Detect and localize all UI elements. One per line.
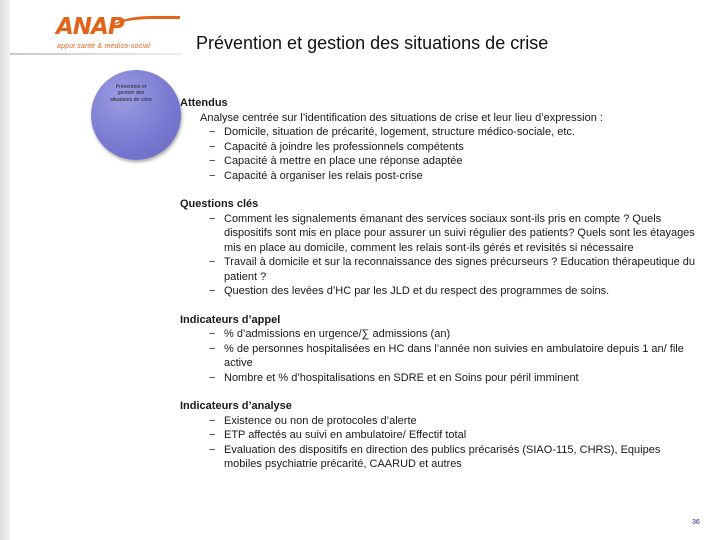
sidebar bbox=[0, 0, 182, 540]
logo-tagline: appui santé & médico-social bbox=[57, 43, 150, 50]
dash-bullet-icon: − bbox=[209, 256, 216, 268]
dash-bullet-icon: − bbox=[209, 443, 216, 456]
list-item-text: Nombre et % d’hospitalisations en SDRE et en Soins pour péril imminent bbox=[224, 371, 579, 384]
page-number: 36 bbox=[692, 519, 700, 526]
list-item bbox=[180, 342, 700, 371]
list-item-text: ETP affectés au suivi en ambulatoire/ Effectif total bbox=[224, 429, 467, 441]
dash-bullet-icon: − bbox=[209, 328, 216, 340]
list-item bbox=[180, 428, 700, 443]
list-item bbox=[180, 212, 700, 256]
list-item bbox=[180, 255, 700, 284]
section-heading: Indicateurs d’appel bbox=[180, 313, 281, 326]
dash-bullet-icon: − bbox=[209, 126, 216, 138]
section-indicateurs-appel bbox=[180, 313, 700, 386]
list-item-text: Comment les signalements émanant des services sociaux sont-ils pris en compte ? Quels dispositifs sont mis en place pour assurer un suivi régulier des patients? Quels sont les étayages mis en place au domicile, comment les relais sont-ils gérés et revisités si nécessaire bbox=[224, 212, 695, 254]
anap-logo: ANAP bbox=[56, 14, 124, 40]
dash-bullet-icon: − bbox=[209, 414, 216, 427]
dash-bullet-icon: − bbox=[209, 371, 216, 384]
list-item bbox=[180, 125, 700, 140]
logo-swoosh-icon bbox=[110, 16, 180, 39]
dash-bullet-icon: − bbox=[209, 342, 216, 355]
list-item bbox=[180, 327, 700, 342]
list-item-text: % de personnes hospitalisées en HC dans l’année non suivies en ambulatoire depuis 1 an/ file active bbox=[224, 342, 684, 369]
list-item-text: Domicile, situation de précarité, logement, structure médico-sociale, etc. bbox=[224, 126, 575, 138]
slide-title: Prévention et gestion des situations de crise bbox=[196, 33, 549, 53]
list-item-text: Evaluation des dispositifs en direction des publics précarisés (SIAO-115, CHRS), Equipes mobiles psychiatrie précarité, CAARUD et autres bbox=[224, 443, 661, 470]
logo-divider bbox=[10, 53, 182, 55]
dash-bullet-icon: − bbox=[209, 285, 216, 297]
bullet-list bbox=[180, 327, 700, 385]
list-item-text: Capacité à mettre en place une réponse adaptée bbox=[224, 155, 463, 167]
list-item bbox=[180, 371, 700, 386]
bullet-list bbox=[180, 125, 700, 183]
dash-bullet-icon: − bbox=[209, 155, 216, 167]
list-item bbox=[180, 169, 700, 184]
section-attendus bbox=[180, 96, 700, 183]
list-item-text: Capacité à joindre les professionnels compétents bbox=[224, 140, 464, 153]
list-item bbox=[180, 154, 700, 169]
list-item-text: Travail à domicile et sur la reconnaissance des signes précurseurs ? Education thérapeutique du patient ? bbox=[224, 256, 696, 283]
list-item-text: Capacité à organiser les relais post-crise bbox=[224, 169, 423, 182]
section-intro: Analyse centrée sur l’identification des situations de crise et leur lieu d’expression : bbox=[200, 111, 603, 124]
section-questions-cles bbox=[180, 197, 700, 299]
list-item-text: Question des levées d’HC par les JLD et du respect des programmes de soins. bbox=[224, 285, 610, 297]
section-indicateurs-analyse bbox=[180, 399, 700, 472]
section-nav-label[interactable]: Prévention et gestion des situations de crise bbox=[110, 84, 152, 103]
section-heading: Questions clés bbox=[180, 198, 259, 210]
slide-content bbox=[180, 96, 700, 486]
section-heading: Indicateurs d’analyse bbox=[180, 400, 292, 412]
list-item bbox=[180, 443, 700, 472]
list-item bbox=[180, 140, 700, 155]
bullet-list bbox=[180, 414, 700, 472]
section-heading: Attendus bbox=[180, 97, 228, 109]
list-item-text: % d’admissions en urgence/∑ admissions (an) bbox=[224, 328, 451, 340]
dash-bullet-icon: − bbox=[209, 429, 216, 441]
list-item bbox=[180, 414, 700, 429]
list-item-text: Existence ou non de protocoles d’alerte bbox=[224, 414, 417, 427]
list-item bbox=[180, 284, 700, 299]
dash-bullet-icon: − bbox=[209, 140, 216, 153]
bullet-list bbox=[180, 212, 700, 299]
sidebar-shade bbox=[0, 0, 10, 540]
dash-bullet-icon: − bbox=[209, 212, 216, 225]
dash-bullet-icon: − bbox=[209, 169, 216, 182]
